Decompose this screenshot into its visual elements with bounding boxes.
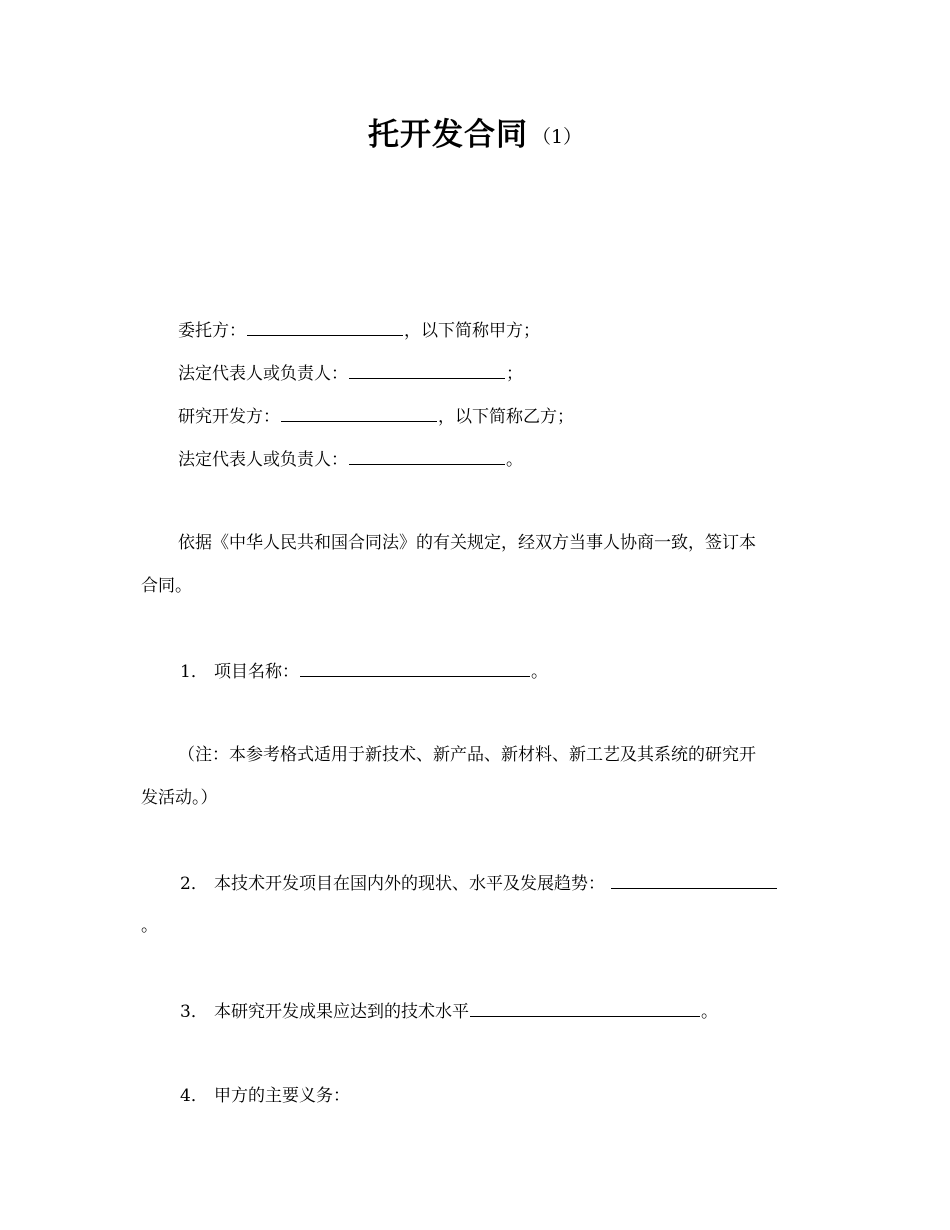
client-rep-line xyxy=(178,360,523,387)
clause-3 xyxy=(180,998,718,1025)
document-title xyxy=(0,110,950,165)
clause-2-end-line xyxy=(141,913,158,939)
clause-4 xyxy=(180,1083,350,1109)
developer-rep-label: 法定代表人或负责人： xyxy=(178,450,348,470)
clause-2-end: 。 xyxy=(141,916,158,936)
developer-rep-blank xyxy=(349,446,505,465)
client-rep-suffix: ； xyxy=(506,364,523,384)
clause-1 xyxy=(180,658,548,685)
client-line xyxy=(178,317,540,344)
title-main: 托开发合同 xyxy=(367,117,528,153)
developer-rep-line xyxy=(178,446,523,473)
developer-rep-suffix: 。 xyxy=(506,450,523,470)
note-line-2: 发活动。） xyxy=(141,788,218,808)
clause-2-text: 本技术开发项目在国内外的现状、水平及发展趋势： xyxy=(214,874,605,894)
client-suffix: ，以下简称甲方； xyxy=(404,321,540,341)
clause-1-blank xyxy=(300,658,530,677)
client-rep-label: 法定代表人或负责人： xyxy=(178,364,348,384)
developer-blank xyxy=(281,403,437,422)
clause-4-text: 甲方的主要义务： xyxy=(214,1086,350,1106)
clause-2 xyxy=(180,870,778,897)
clause-1-number: 1． xyxy=(180,662,208,682)
client-rep-blank xyxy=(349,360,505,379)
title-suffix: （1） xyxy=(531,126,583,148)
client-label: 委托方： xyxy=(178,321,246,341)
developer-label: 研究开发方： xyxy=(178,407,280,427)
preamble-line-2: 合同。 xyxy=(141,576,192,596)
client-blank xyxy=(247,317,403,336)
clause-3-number: 3． xyxy=(180,1002,208,1022)
clause-1-end: 。 xyxy=(531,662,548,682)
note-line-1: （注：本参考格式适用于新技术、新产品、新材料、新工艺及其系统的研究开 xyxy=(178,745,756,765)
clause-3-blank xyxy=(470,998,700,1017)
clause-1-text: 项目名称： xyxy=(214,662,299,682)
clause-2-number: 2． xyxy=(180,874,208,894)
preamble-line-1: 依据《中华人民共和国合同法》的有关规定，经双方当事人协商一致，签订本 xyxy=(178,533,756,553)
clause-3-text: 本研究开发成果应达到的技术水平 xyxy=(214,1002,469,1022)
clause-2-blank xyxy=(611,870,777,889)
clause-4-number: 4． xyxy=(180,1086,208,1106)
clause-3-end: 。 xyxy=(701,1002,718,1022)
developer-line xyxy=(178,403,574,430)
developer-suffix: ，以下简称乙方； xyxy=(438,407,574,427)
